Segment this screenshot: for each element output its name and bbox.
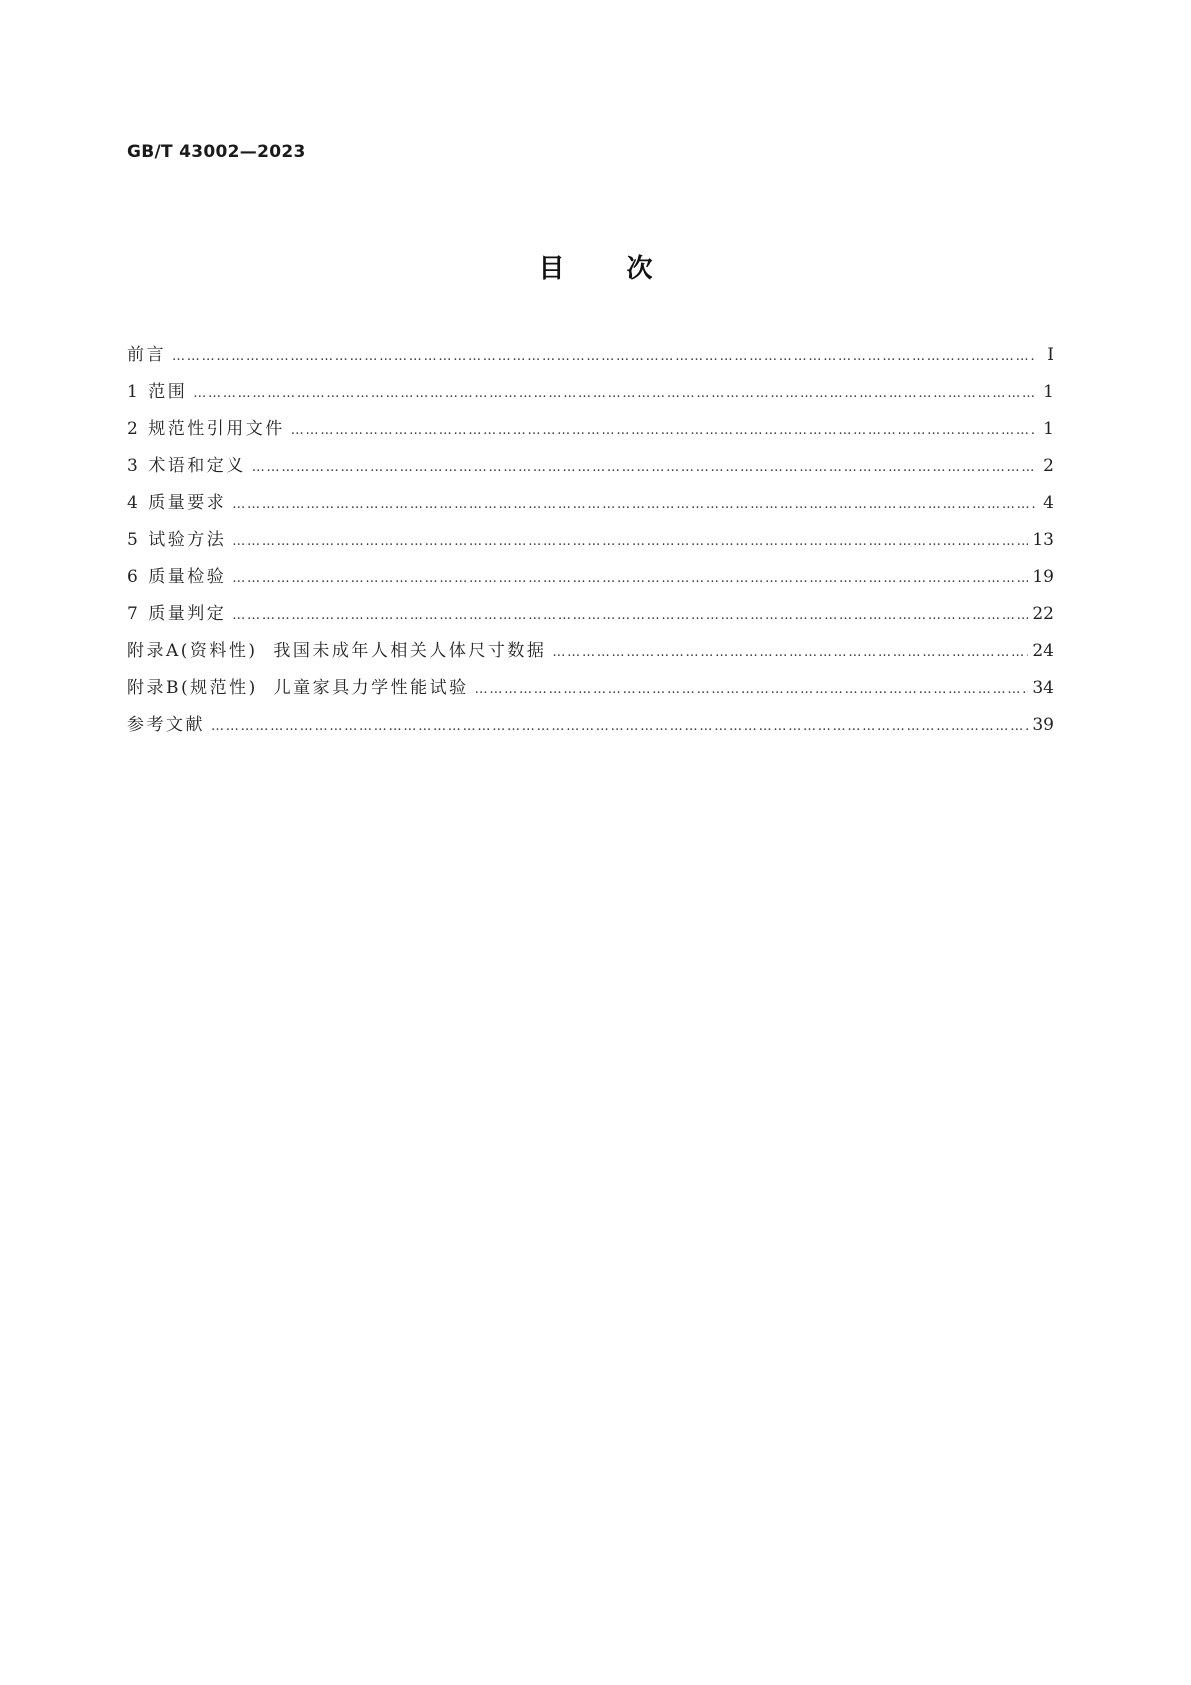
toc-entry-annex-a[interactable] <box>127 640 1054 677</box>
toc-dot-leader <box>211 716 1028 738</box>
toc-entry-page: 13 <box>1032 530 1054 550</box>
toc-entry-page: 1 <box>1043 382 1054 402</box>
toc-entry-page: 19 <box>1032 567 1054 587</box>
table-of-contents <box>127 344 1054 751</box>
toc-entry-label: 3 术语和定义 <box>127 456 246 476</box>
toc-dot-leader <box>232 494 1036 516</box>
toc-entry-page: 24 <box>1032 641 1054 661</box>
toc-entry-page: 22 <box>1032 604 1054 624</box>
toc-entry-bibliography[interactable] <box>127 714 1054 751</box>
page-title: 目次 <box>538 254 715 284</box>
toc-entry-page: 1 <box>1043 419 1054 439</box>
toc-entry-page: 2 <box>1043 456 1054 476</box>
toc-entry-label: 4 质量要求 <box>127 493 227 513</box>
toc-dot-leader <box>232 605 1028 627</box>
toc-entry-normative-references[interactable] <box>127 418 1054 455</box>
toc-dot-leader <box>475 679 1029 701</box>
toc-entry-label: 前言 <box>127 345 166 365</box>
toc-entry-label: 6 质量检验 <box>127 567 227 587</box>
toc-entry-label: 7 质量判定 <box>127 604 227 624</box>
toc-entry-preface[interactable] <box>127 344 1054 381</box>
toc-entry-label: 5 试验方法 <box>127 530 227 550</box>
toc-entry-label: 1 范围 <box>127 382 188 402</box>
toc-entry-terms-definitions[interactable] <box>127 455 1054 492</box>
toc-entry-test-methods[interactable] <box>127 529 1054 566</box>
toc-dot-leader <box>291 420 1036 442</box>
standard-code: GB/T 43002—2023 <box>127 142 306 162</box>
toc-dot-leader <box>232 531 1028 553</box>
toc-entry-label: 附录B(规范性) 儿童家具力学性能试验 <box>127 678 469 698</box>
toc-entry-label: 2 规范性引用文件 <box>127 419 285 439</box>
toc-entry-label: 参考文献 <box>127 715 205 735</box>
toc-entry-page: 34 <box>1032 678 1054 698</box>
toc-entry-page: 4 <box>1043 493 1054 513</box>
toc-entry-quality-judgment[interactable] <box>127 603 1054 640</box>
toc-dot-leader <box>232 568 1028 590</box>
toc-entry-quality-requirements[interactable] <box>127 492 1054 529</box>
toc-dot-leader <box>552 642 1028 664</box>
toc-entry-quality-inspection[interactable] <box>127 566 1054 603</box>
toc-dot-leader <box>252 457 1036 479</box>
toc-entry-label: 附录A(资料性) 我国未成年人相关人体尺寸数据 <box>127 641 547 661</box>
toc-entry-annex-b[interactable] <box>127 677 1054 714</box>
toc-entry-page: Ⅰ <box>1047 345 1054 365</box>
toc-entry-page: 39 <box>1032 715 1054 735</box>
toc-entry-scope[interactable] <box>127 381 1054 418</box>
toc-dot-leader <box>193 383 1036 405</box>
toc-dot-leader <box>172 346 1036 368</box>
